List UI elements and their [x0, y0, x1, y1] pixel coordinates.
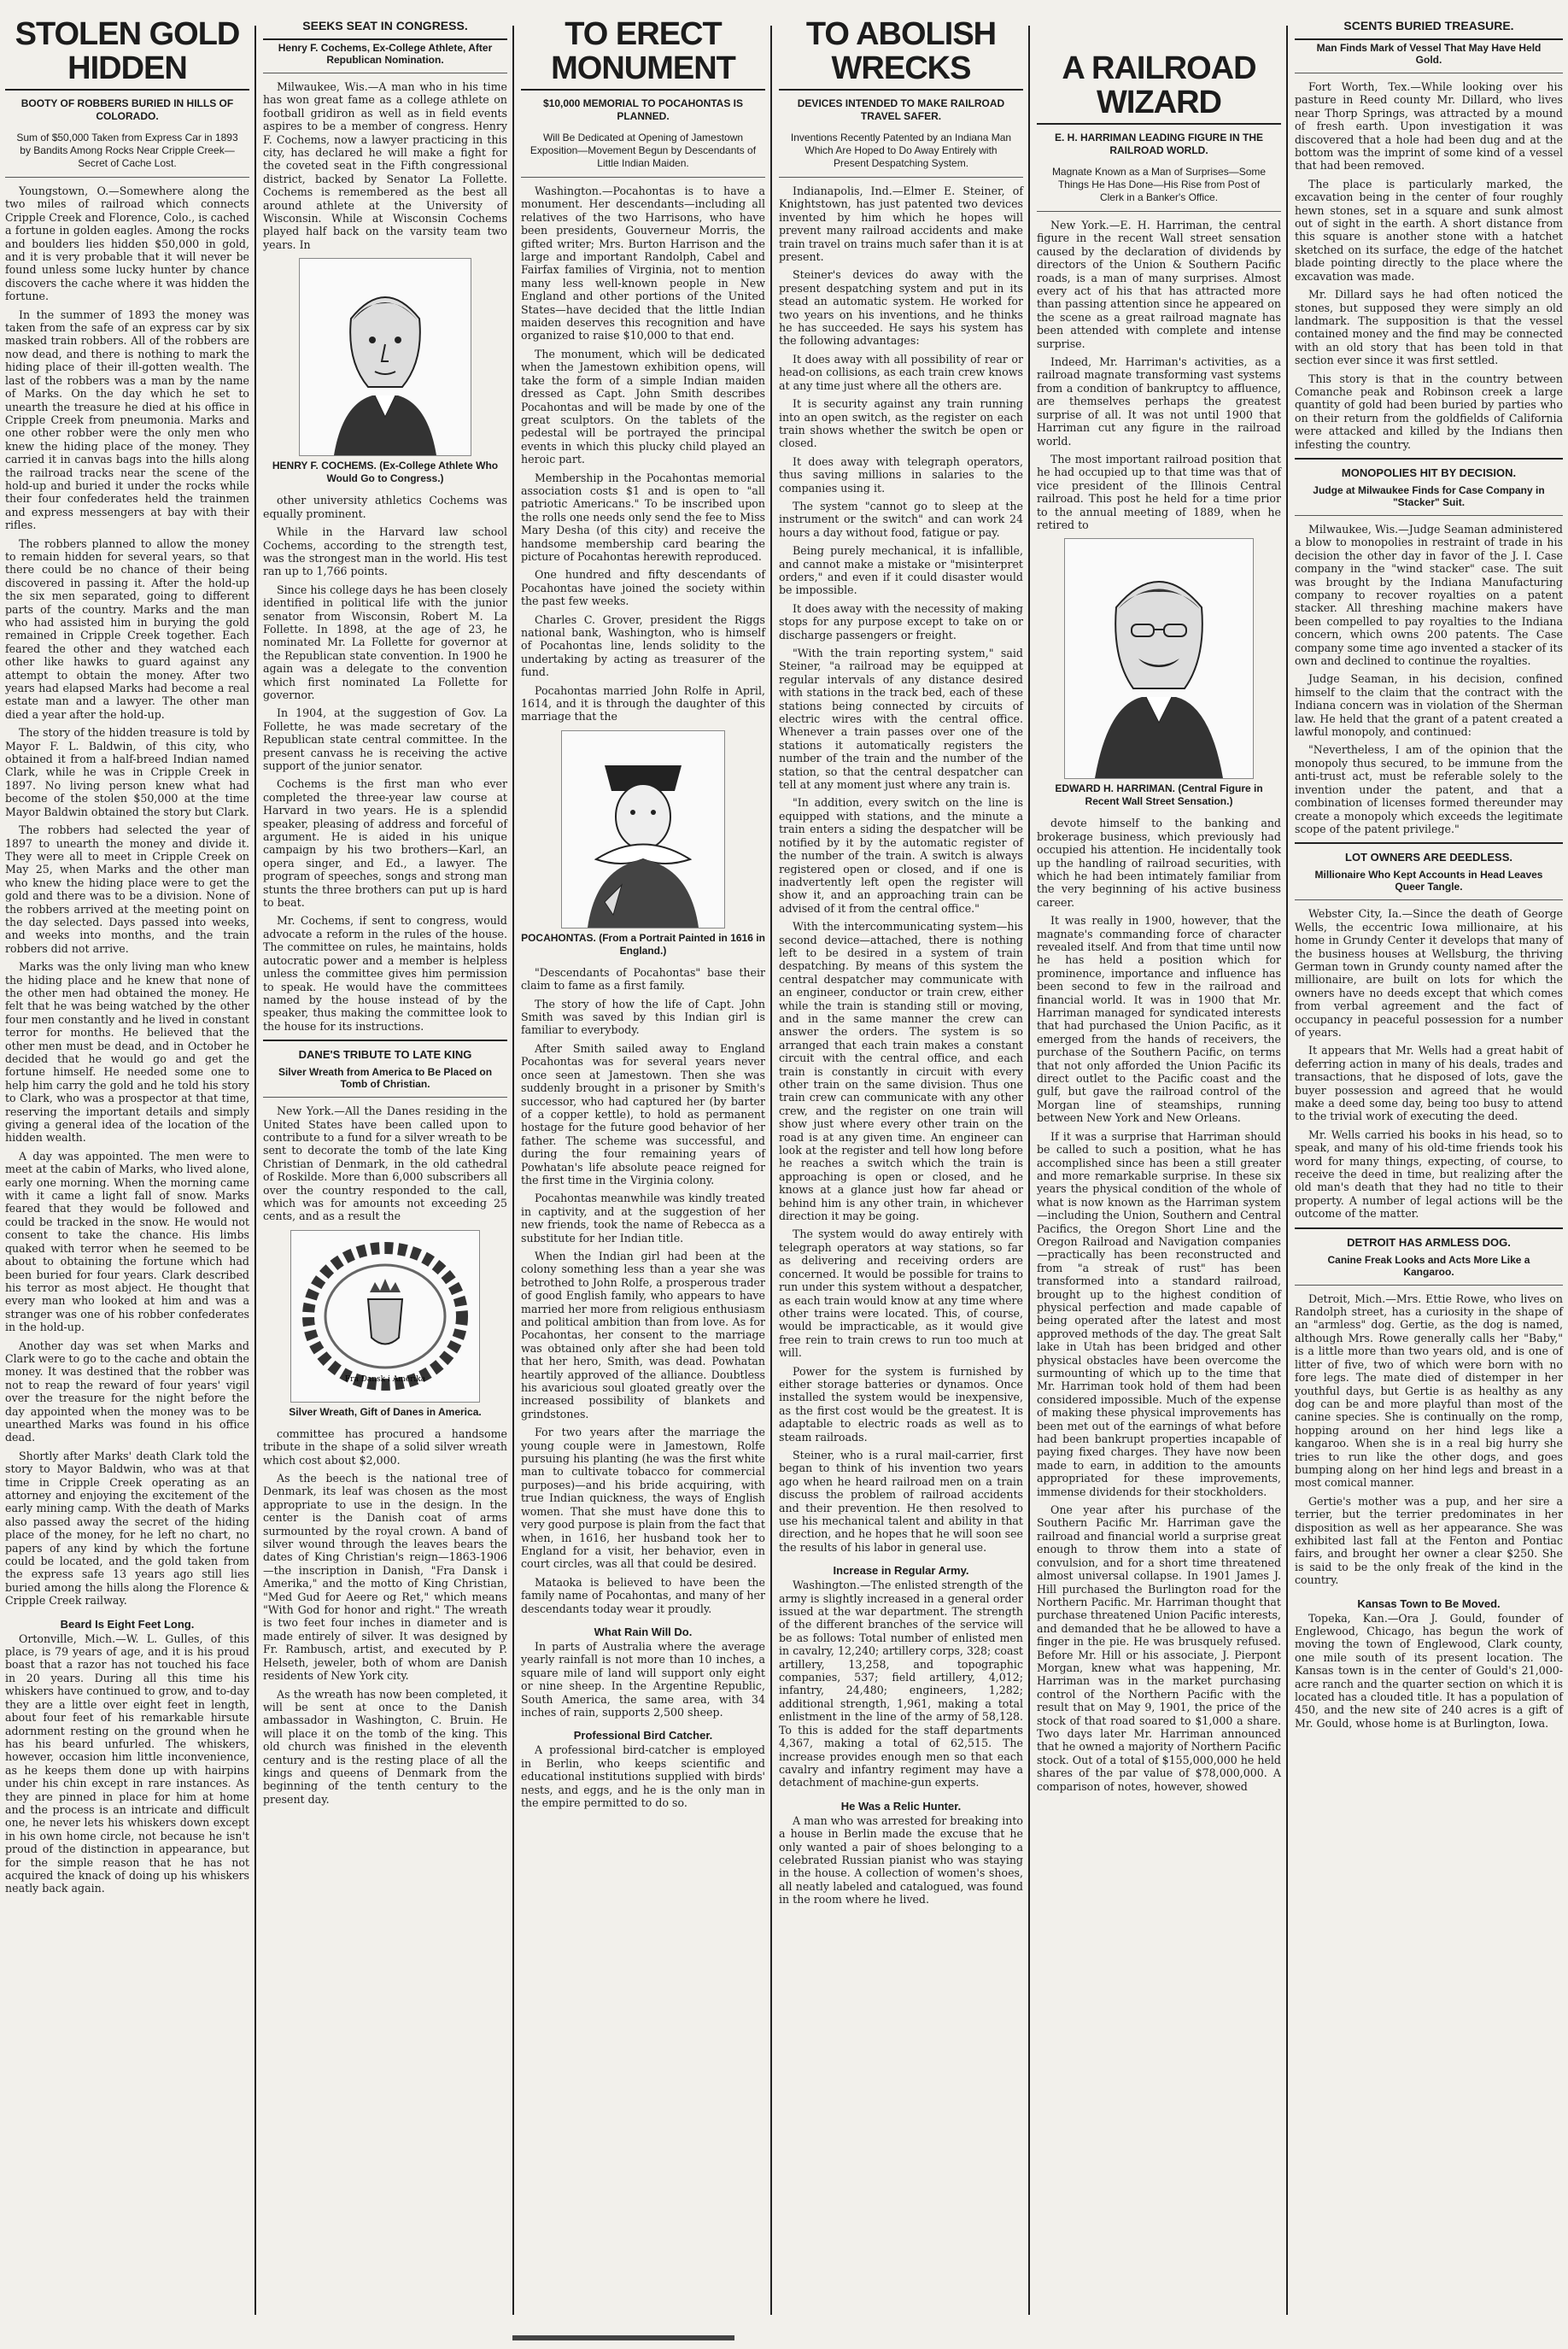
- article-paragraph: Ortonville, Mich.—W. L. Gulles, of this place, is 79 years of age, and it is his proud boast that a razor has not touched his face in 20 years. During all this time his whiskers have continued to grow, and to-day they are a little over eight feet in length, about four feet of his remarkable hirsute adornment resting on the ground when he has his beard unfurled. The whiskers, however, occasion him little inconvenience, as he keeps them done up with hairpins under his chin except in rare instances. As they are pinned in place for him at home and the process is an intricate and difficult one, he never lets his whiskers down except in his own home circle, not because he isn't proud of the distinction in appearance, but for the simple reason that he has not acquired the knack of doing up his whiskers neatly back again.: [5, 1631, 249, 1895]
- deck: Canine Freak Looks and Acts More Like a Kangaroo.: [1295, 1252, 1563, 1286]
- article-paragraph: Another day was set when Marks and Clark were to go to the cache and obtain the money. It was destined that the robber was not to reap the reward of four years' vigil over the treasure for the night before the day appointed when the money was to be unearthed Marks was found in his office dead.: [5, 1339, 249, 1444]
- article-paragraph: Power for the system is furnished by either storage batteries or dynamos. Once installed the system would be inexpensive, as the first cost would be the greatest. It is adaptable to electric roads as well as to steam railroads.: [779, 1364, 1023, 1444]
- section-head-bird: Professional Bird Catcher.: [573, 1729, 713, 1743]
- article-paragraph: As the beech is the national tree of Denmark, its leaf was chosen as the most appropriate to use in the design. In the center is the Danish coat of arms surmounted by the royal crown. A band of silver wound through the leaves bears the dates of King Christian's reign—1863-1906—the inscription in Danish, "Fra Dansk i Amerika," and the motto of King Christian, "Med Gud for Aeere og Ret," which means "With God for honor and right." The wreath is two feet four inches in diameter and is made entirely of silver. It was designed by Fr. Rambusch, artist, and executed by P. Helseth, jeweler, both of whom are Danish residents of New York city.: [263, 1472, 507, 1683]
- article-paragraph: other university athletics Cochems was equally prominent.: [263, 494, 507, 520]
- printer-ornament-strip: [512, 2334, 734, 2342]
- article-paragraph: Topeka, Kan.—Ora J. Gould, founder of Englewood, Chicago, has begun the work of moving the town of Englewood, Clark county, one mile south of its present location. The Kansas town is in the center of Gould's 21,000-acre ranch and the quarter section on which it is located has a clouded title. It has a population of 450, and the new site of 240 acres is a gift of Mr. Gould, whose home is at Burlington, Iowa.: [1295, 1611, 1563, 1730]
- deck: Man Finds Mark of Vessel That May Have Held Gold.: [1295, 40, 1563, 73]
- subdeck: Inventions Recently Patented by an Indiana Man Which Are Hoped to Do Away Entirely with Present Despatching System.: [779, 130, 1023, 178]
- headline-railroad-wizard: A RAILROAD WIZARD: [1037, 50, 1281, 125]
- article-paragraph: New York.—All the Danes residing in the United States have been called upon to contribute to a fund for a silver wreath to be sent to decorate the tomb of the late King Christian of Denmark, in the old cathedral of Roskilde. More than 6,000 subscribers all over the country responded to the call, which was for amounts not exceeding 25 cents, and as a result the: [263, 1104, 507, 1223]
- article-paragraph: The system "cannot go to sleep at the instrument or the switch" and can work 24 hours a day without food, fatigue or pay.: [779, 499, 1023, 539]
- deck: Silver Wreath from America to Be Placed on Tomb of Christian.: [263, 1064, 507, 1098]
- article-paragraph: Judge Seaman, in his decision, confined himself to the claim that the contract with the Indiana concern was in violation of the Sherman law. He held that the grant of a patent created a lawful monopoly, and continued:: [1295, 672, 1563, 739]
- column-pocahontas: [516, 15, 770, 2323]
- article-paragraph: A professional bird-catcher is employed in Berlin, who keeps scientific and educational institutions supplied with birds' nests, and eggs, and he is the only man in the empire permitted to do so.: [521, 1743, 765, 1809]
- article-paragraph: When the Indian girl had been at the colony something less than a year she was betrothed to John Rolfe, a prosperous trader of good English family, who appears to have married her more from religious enthusiasm and political ambition than from love. As for Pocahontas, her consent to the marriage was obtained only after she had been told that her hero, Smith, was dead. Powhatan heartily approved of the alliance. Doubtless his avaricious soul gloated greatly over the increased possibility of blankets and grindstones.: [521, 1249, 765, 1421]
- article-paragraph: Fort Worth, Tex.—While looking over his pasture in Reed county Mr. Dillard, who lives near Thorp Springs, was attracted by a mound of fresh earth. Upon investigation it was discovered that a hole had been dug and at the bottom was the imprint of some kind of a vessel that had been removed.: [1295, 80, 1563, 173]
- section-head-kansas-town: Kansas Town to Be Moved.: [1357, 1596, 1501, 1610]
- article-paragraph: Mr. Wells carried his books in his head, so to speak, and many of his old-time friends took his word for many things, expecting, of course, to receive the deed in time, but realizing after the old man's death that they had no title to their property. A number of legal actions will be the outcome of the matter.: [1295, 1128, 1563, 1221]
- article-paragraph: As the wreath has now been completed, it will be sent at once to the Danish ambassador in Washington, C. Bruin. He will place it on the tomb of the king. This old church was finished in the eleventh century and is the resting place of all the kings and queens of Denmark from the beginning of the tenth century to the present day.: [263, 1687, 507, 1806]
- article-paragraph: It does away with all possibility of rear or head-on collisions, as each train crew knows at any time just where all the others are.: [779, 352, 1023, 392]
- article-paragraph: The story of how the life of Capt. John Smith was saved by this Indian girl is familiar to everybody.: [521, 997, 765, 1037]
- headline-scents-treasure: SCENTS BURIED TREASURE.: [1295, 15, 1563, 40]
- article-paragraph: Washington.—The enlisted strength of the army is slightly increased in a general order issued at the war department. The strength of the different branches of the service will be as follows: Total number of enlisted men in cavalry, 12,240; artillery corps, 328; coast artillery, 13,258, and topographic companies, 537; field artillery, 4,012; infantry, 24,480; engineers, 1,282; additional strength, 1,961, making a total enlistment in the line of the army of 58,128. To this is added for the staff departments 4,367, making a total of 62,515. The increase provides enough men so that each cavalry and infantry regiment may have a detachment of machine-gun experts.: [779, 1579, 1023, 1790]
- deck: Judge at Milwaukee Finds for Case Company in "Stacker" Suit.: [1295, 483, 1563, 516]
- article-paragraph: "In addition, every switch on the line is equipped with stations, and the minute a train enters a siding the despatcher will be notified by it by the automatic register of the number of the train. A switch is always registered open or closed, and if one is inadvertently left open the register will show it, and an approaching train can be advised of it from the central office.": [779, 796, 1023, 915]
- portrait-caption: POCAHONTAS. (From a Portrait Painted in 1616 in England.): [521, 931, 765, 957]
- article-paragraph: devote himself to the banking and brokerage business, which previously had occupied his attention. He incidentally took up the handling of railroad securities, with which he had been intimately familiar from the very beginning of his active business career.: [1037, 817, 1281, 909]
- article-paragraph: Pocahontas meanwhile was kindly treated in captivity, and at the suggestion of her new friends, took the name of Rebecca as a substitute for her Indian title.: [521, 1192, 765, 1245]
- deck: DEVICES INTENDED TO MAKE RAILROAD TRAVEL SAFER.: [797, 97, 1005, 122]
- article-paragraph: Shortly after Marks' death Clark told the story to Mayor Baldwin, who was at that time in Cripple Creek operating as an attorney and enjoying the excitement of the early mining camp. With the death of Marks also passed away the secret of the hiding place of the money, for he left no chart, no papers of any kind by which the fortune could be located, and the gold taken from the express safe 13 years ago still lies buried among the hills along the Florence & Cripple Creek railway.: [5, 1449, 249, 1608]
- column-rule: [1028, 26, 1030, 2315]
- article-paragraph: The robbers planned to allow the money to remain hidden for several years, so that there could be no chance of their being discovered in passing it. After the hold-up the six men separated, going to different parts of the country. Marks and the man who had assisted him in burying the gold remained in Cripple Creek together. Each feared the other and they watched each other like hawks to guard against any attempt to obtain the money. After two years had elapsed Marks had become a real estate man and a lawyer. The other man died a year after the hold-up.: [5, 536, 249, 721]
- column-rule: [255, 26, 256, 2315]
- article-paragraph: A day was appointed. The men were to meet at the cabin of Marks, who lived alone, early one morning. When the morning came with it came a light fall of snow. Marks feared that they would be followed and could be tracked in the snow. He would not consent to take the chance. His limbs quaked with terror when he seemed to be about to obtaining the fortune which had been buried for four years. Clark described his terror as most abject. He thought that every man who looked at him and was a stranger was one of his robber confederates in the hold-up.: [5, 1149, 249, 1334]
- article-paragraph: It appears that Mr. Wells had a great habit of deferring action in many of his deals, trades and transactions, that he disposed of lots, gave the buyer possession and agreed that he would make a deed some day, being too busy to attend to the trivial work of executing the deed.: [1295, 1044, 1563, 1123]
- article-paragraph: The monument, which will be dedicated when the Jamestown exhibition opens, will take the form of a simple Indian maiden dressed as Capt. John Smith describes Pocahontas and will be made by one of the great sculptors. On the tablets of the pedestal will be portrayed the principal events in which this plucky child played an heroic part.: [521, 347, 765, 466]
- portrait-caption: EDWARD H. HARRIMAN. (Central Figure in Recent Wall Street Sensation.): [1055, 782, 1263, 808]
- article-paragraph: The system would do away entirely with telegraph operators at way stations, so far as delivering and receiving orders are concerned. It would be possible for trains to run under this system without a despatcher, as each train would know at any time where other trains were located. This, of course, would be impracticable, as it would give free rein to train crews to run too much at will.: [779, 1227, 1023, 1360]
- article-paragraph: One year after his purchase of the Southern Pacific Mr. Harriman gave the railroad and financial world a surprise great enough to throw them into a state of convulsion, and for a short time threatened almost universal collapse. In 1901 James J. Hill purchased the Burlington road for the Northern Pacific. Mr. Harriman thought that purchase threatened Union Pacific interests, and demanded that he be allowed to have a finger in the pie. He was brusquely refused. Before Mr. Hill or his associate, J. Pierpont Morgan, knew what was happening, Mr. Harriman was in the market purchasing control of the Northern Pacific with the result that on May 9, 1901, the price of the stock of that road soared to $1,000 a share. Two days later Mr. Harriman announced that he owned a majority of Northern Pacific stock. Out of a total of $155,000,000 he held shares of the par value of $78,000,000. A comparison of notes, however, showed: [1037, 1503, 1281, 1793]
- silver-wreath-illustration: [290, 1230, 480, 1403]
- headline-seeks-seat: SEEKS SEAT IN CONGRESS.: [263, 15, 507, 40]
- article-paragraph: With the intercommunicating system—his second device—attached, there is nothing left to be desired in a system of train despatching. By means of this system the central despatcher may communicate with an engineer, conductor or train crew, either while the train is standing still or moving, and in the same manner the crew can answer the orders. The system is so arranged that each train makes a constant circuit with the central office, and each train is constantly in circuit with every other train on the same division. Thus one train crew can communicate with any other crew, and the register on one train will show just where every other train on the road is at any given time. An engineer can look at the register and tell how long before he reaches a switch which the train is approaching is open or closed, and he knows at a glance just how far ahead or behind him is any other train, in whichever direction it may be going.: [779, 920, 1023, 1223]
- article-paragraph: "Descendants of Pocahontas" base their claim to fame as a first family.: [521, 965, 765, 993]
- article-paragraph: New York.—E. H. Harriman, the central figure in the recent Wall street sensation caused by the declaration of dividends by directors of the Union & Southern Pacific roads, is a man of many surprises. Almost every act of his that has attracted more than passing attention since he appeared on the scene as a great railroad magnate has been attended with complete and intense surprise.: [1037, 219, 1281, 350]
- headline-monument: TO ERECT MONUMENT: [521, 15, 765, 91]
- article-paragraph: Gertie's mother was a pup, and her sire a terrier, but the terrier predominates in her disposition as well as her appearance. She was exhibited last fall at the Fenton and Pontiac fairs, and brought her owner a clear $250. She is said to be the only freak of the kind in the country.: [1295, 1494, 1563, 1587]
- article-paragraph: After Smith sailed away to England Pocahontas was for several years never once seen at Jamestown. Then she was suddenly brought in a prisoner by Smith's successor, who had captured her (by barter of a copper kettle), to hold as permanent hostage for the future good behavior of her father. The scheme was successful, and during the four remaining years of Powhatan's life absolute peace reigned for the first time in the Virginia colony.: [521, 1041, 765, 1186]
- article-paragraph: Steiner, who is a rural mail-carrier, first began to think of his invention two years ago when he heard railroad men on a train discuss the problem of railroad accidents and their prevention. He then resolved to use his mechanical talent and ability in that direction, and he hopes that he will soon see the results of his labor in general use.: [779, 1448, 1023, 1554]
- article-paragraph: In parts of Australia where the average yearly rainfall is not more than 10 inches, a square mile of land will support only eight or nine sheep. In the Argentine Republic, South America, the same area, with 34 inches of rain, supports 2,500 sheep.: [521, 1639, 765, 1719]
- article-paragraph: The robbers had selected the year of 1897 to unearth the money and divide it. They were all to meet in Cripple Creek on May 25, when Marks and the other man who knew the hiding place were to get the gold and there was to be a division. None of the robbers arrived at the meeting point on the day selected. Days passed into weeks, and weeks into months, and the train robbers did not arrive.: [5, 823, 249, 955]
- article-paragraph: Washington.—Pocahontas is to have a monument. Her descendants—including all relatives of the two Harrisons, who have been presidents, Gouverneur Morris, the gifted writer; Mrs. Burton Harrison and the large and important Randolph, Cabel and Fairfax families of Virginia, not to mention many less well-known people in New England and other portions of the United States—have decided that the little Indian maiden deserves this recognition and have organized to raise $10,000 to that end.: [521, 185, 765, 343]
- article-paragraph: Webster City, Ia.—Since the death of George Wells, the eccentric Iowa millionaire, at his home in Grundy Center it develops that many of the business houses at Wellsburg, the thriving German town in Grundy county named after the millionaire, are built on lots for which the owners have no deeds except that which comes from verbal agreement and the fact of occupancy in peaceful possession for a number of years.: [1295, 907, 1563, 1039]
- article-paragraph: In the summer of 1893 the money was taken from the safe of an express car by six masked train robbers. All of the robbers are now dead, and there is nothing to mark the hiding place of their ill-gotten wealth. The last of the robbers was a man by the name of Marks. On the day which he set to unearth the treasure he died at his office in Cripple Creek from pneumonia. Marks and one other robber were the only men who knew the hiding place of the money. They carried it in canvas bags into the hills along the railroad tracks near the scene of the hold-up and buried it under the rocks while their four confederates held the trainmen and express messengers at bay with their rifles.: [5, 308, 249, 532]
- cochems-portrait: [299, 258, 471, 456]
- article-paragraph: "With the train reporting system," said Steiner, "a railroad may be equipped at regular intervals of any distance desired with stations in the track bed, each of these stations being connected by circuits of electric wires with the central office. Whenever a train passes over one of the stations it automatically registers the number of the train and the number of the station, so that the central despatcher can tell at any moment just where any train is.: [779, 647, 1023, 792]
- column-scents-treasure: [1290, 15, 1568, 2323]
- column-abolish-wrecks: [774, 15, 1028, 2323]
- subdeck: Will Be Dedicated at Opening of Jamestown Exposition—Movement Begun by Descendants of Little Indian Maiden.: [521, 130, 765, 178]
- section-head-monopolies: MONOPOLIES HIT BY DECISION.: [1295, 458, 1563, 483]
- article-paragraph: Since his college days he has been closely identified in political life with the junior senator from Wisconsin, Robert M. La Follette. In 1898, at the age of 23, he nominated Mr. La Follette for governor at the Republican state convention. In 1900 he again was a delegate to the convention which first nominated La Follette for governor.: [263, 583, 507, 701]
- article-paragraph: The most important railroad position that he had occupied up to that time was that of vice president of the Illinois Central railroad. This post he held for a time prior to the annual meeting of 1889, when he retired to: [1037, 452, 1281, 531]
- deck: Millionaire Who Kept Accounts in Head Leaves Queer Tangle.: [1295, 867, 1563, 900]
- article-paragraph: Pocahontas married John Rolfe in April, 1614, and it is through the daughter of this marriage that the: [521, 683, 765, 723]
- section-head-armless-dog: DETROIT HAS ARMLESS DOG.: [1295, 1227, 1563, 1252]
- headline-abolish-wrecks: TO ABOLISH WRECKS: [779, 15, 1023, 91]
- section-head-army: Increase in Regular Army.: [833, 1564, 969, 1578]
- article-paragraph: Marks was the only living man who knew the hiding place and he knew that none of the other men had obtained the money. He felt that he was being watched by the other four men constantly and he lived in constant terror for months. He believed that the other men must be dead, and in October he decided that he would go and get the fortune himself. He needed some one to help him carry the gold and he told his story to Clark, who was a prospector at that time, reserving the important details and simply giving a general idea of the location of the hidden wealth.: [5, 960, 249, 1145]
- article-paragraph: Milwaukee, Wis.—Judge Seaman administered a blow to monopolies in restraint of trade in his decision the other day in favor of the J. I. Case company in the "wind stacker" case. The suit was brought by the Indiana Manufacturing company to recover royalties on a patent stacker. All threshing machine makers have been compelled to pay royalties to the Indiana concern, which owns 200 patents. The Case company some time ago invented a stacker of its own and declined to continue the royalties.: [1295, 522, 1563, 668]
- article-paragraph: It does away with the necessity of making stops for any purpose except to take on or discharge passengers or freight.: [779, 601, 1023, 641]
- section-head-rain: What Rain Will Do.: [594, 1625, 693, 1638]
- subdeck: Magnate Known as a Man of Surprises—Some Things He Has Done—His Rise from Post of Clerk in a Banker's Office.: [1037, 164, 1281, 212]
- subdeck: Sum of $50,000 Taken from Express Car in 1893 by Bandits Among Rocks Near Cripple Creek—Secret of Cache Lost.: [5, 130, 249, 178]
- headline-stolen-gold: STOLEN GOLD HIDDEN: [5, 15, 249, 91]
- section-head-lot-owners: LOT OWNERS ARE DEEDLESS.: [1295, 842, 1563, 867]
- deck: $10,000 MEMORIAL TO POCAHONTAS IS PLANNED.: [542, 97, 744, 122]
- article-paragraph: It does away with telegraph operators, thus saving millions in salaries to the companies using it.: [779, 454, 1023, 495]
- column-stolen-gold: [0, 15, 255, 2323]
- article-paragraph: Steiner's devices do away with the present despatching system and put in its stead an automatic system. He worked for two years on his inventions, and he thinks he has succeeded. He says his system has the following advantages:: [779, 268, 1023, 348]
- article-paragraph: Detroit, Mich.—Mrs. Ettie Rowe, who lives on Randolph street, has a curiosity in the shape of an "armless" dog. Gertie, as the dog is named, although Mrs. Rowe generally calls her "Baby," is a little more than two years old, and is one of litter of five, two of which were born with no fore legs. The mate died of distemper in her youthful days, but Gertie is as healthy as any dog can be and more playful than most of the canine species. She is continually on the romp, hopping around on her hind legs like a kangaroo. When she is in a real big hurry she tries to run like the other dogs, and goes bumping along on her hind legs and breast in a most comical manner.: [1295, 1292, 1563, 1490]
- article-paragraph: If it was a surprise that Harriman should be called to such a position, what he has accomplished since has been a still greater and more remarkable surprise. In these six years the physical condition of the whole of what is now known as the Harriman system—including the Union, Southern and Central Pacifics, the Oregon Short Line and the Oregon Railroad and Navigation companies—practically has been reconstructed and from "a streak of rust" has been transformed into a standard railroad, brought up to the highest condition of physical perfection and made capable of being operated after the latest and most approved methods of the day. The great Salt lake in Utah has been bridged and other physical obstacles have been overcome the surmounting of which up to the time that Mr. Harriman took hold of them had been considered impossible. Much of the expense of making these physical improvements has been met out of the earnings of what before had been bankrupt properties incapable of paying fixed charges. They have now been made to earn, in addition to the amounts appropriated for these improvements, immense dividends for their stockholders.: [1037, 1129, 1281, 1498]
- deck: Henry F. Cochems, Ex-College Athlete, After Republican Nomination.: [263, 40, 507, 73]
- harriman-portrait: [1064, 538, 1254, 779]
- section-head-relic: He Was a Relic Hunter.: [840, 1799, 962, 1813]
- article-paragraph: Mataoka is believed to have been the family name of Pocahontas, and many of her descendants today wear it proudly.: [521, 1575, 765, 1615]
- column-rule: [1286, 26, 1288, 2315]
- article-paragraph: committee has procured a handsome tribute in the shape of a solid silver wreath which cost about $2,000.: [263, 1426, 507, 1467]
- article-paragraph: It was really in 1900, however, that the magnate's commanding force of character revealed itself. And from that time until now he has held a position which for prominence, importance and influence has been second to few in the railroad and financial world. It was in 1900 that Mr. Harriman managed for syndicated interests that had purchased the Union Pacific, as it emerged from the hands of receivers, the purchase of the Southern Pacific, on terms that not only afforded the Union Pacific its direct outlet to the Pacific coast and the gulf, but gave the railroad control of the Morgan line of steamships, running between New York and New Orleans.: [1037, 914, 1281, 1125]
- article-paragraph: Cochems is the first man who ever completed the three-year law course at Harvard in two years. He is a splendid speaker, pleasing of address and forceful of argument. He is aided in his unique campaign by his two brothers—Karl, an opera singer, and Ed., a lawyer. The program of speeches, songs and strong man stunts the three brothers can put up is hard to beat.: [263, 777, 507, 910]
- column-railroad-wizard: [1032, 15, 1286, 2323]
- article-paragraph: Milwaukee, Wis.—A man who in his time has won great fame as a college athlete on football gridiron as well as in field events aspires to be a member of congress. Henry F. Cochems, now a lawyer practicing in this city, has declared he will make a fight for the coveted seat in the Fifth congressional district, backed by Senator La Follette. Cochems is remembered as the best all around athlete at the University of Wisconsin. While at Wisconsin Cochems played half back on the varsity team two years. In: [263, 80, 507, 251]
- section-head-danes: DANE'S TRIBUTE TO LATE KING: [263, 1040, 507, 1064]
- column-rule: [770, 26, 772, 2315]
- article-paragraph: A man who was arrested for breaking into a house in Berlin made the excuse that he only wanted a pair of shoes belonging to a celebrated Russian pianist who was staying in the house. A collection of women's shoes, all neatly labeled and catalogued, was found in the room where he lived.: [779, 1813, 1023, 1907]
- article-paragraph: Being purely mechanical, it is infallible, and cannot make a mistake or "misinterpret orders," and even if it could disaster would be impossible.: [779, 544, 1023, 597]
- section-head-beard: Beard Is Eight Feet Long.: [60, 1617, 195, 1631]
- deck: E. H. HARRIMAN LEADING FIGURE IN THE RAILROAD WORLD.: [1054, 132, 1263, 156]
- article-paragraph: Mr. Cochems, if sent to congress, would advocate a reform in the rules of the house. The committee on rules, he maintains, holds autocratic power and a member is helpless unless the committee gives him permission to speak. He would have the committees named by the house instead of by the speaker, thus making the committee look to the house for its instructions.: [263, 914, 507, 1033]
- article-paragraph: "Nevertheless, I am of the opinion that the monopoly thus secured, to be immune from the anti-trust act, must be referable solely to the invention under the patent, and that a combination of licenses formed thereunder may create a monopoly which exceeds the legitimate scope of the patent privilege.": [1295, 743, 1563, 835]
- article-paragraph: While in the Harvard law school Cochems, according to the strength test, was the strongest man in the world. His test ran up to 1,766 points.: [263, 525, 507, 578]
- wreath-motto: Fra Dansk i Amerika: [344, 1374, 426, 1384]
- article-paragraph: One hundred and fifty descendants of Pocahontas have joined the society within the past few weeks.: [521, 568, 765, 608]
- column-rule: [512, 26, 514, 2315]
- pocahontas-portrait: [561, 730, 725, 928]
- article-paragraph: For two years after the marriage the young couple were in Jamestown, Rolfe pursuing his planting (he was the first white man to cultivate tobacco for commercial purposes)—and his bride acquiring, with true Indian quickness, the ways of English women. That she must have done this to very good purpose is plain from the fact that when, in 1616, her husband took her to England for a visit, her behavior, even in court circles, was all that could be desired.: [521, 1426, 765, 1571]
- article-paragraph: It is security against any train running into an open switch, as the register on each train shows whether the switch be open or closed.: [779, 397, 1023, 450]
- deck: BOOTY OF ROBBERS BURIED IN HILLS OF COLORADO.: [20, 97, 234, 122]
- article-paragraph: Mr. Dillard says he had often noticed the stones, but supposed they were simply an old landmark. The supposition is that the vessel contained money and the find may be connected with an old story that has been told in that section ever since it was first settled.: [1295, 288, 1563, 367]
- column-seeks-seat: [258, 15, 512, 2323]
- article-paragraph: This story is that in the country between Comanche peak and Robinson creek a large quantity of gold had been buried by parties who on their return from the goldfields of California were attacked and killed by the Indians then infesting the country.: [1295, 372, 1563, 451]
- article-paragraph: In 1904, at the suggestion of Gov. La Follette, he was made secretary of the Republican state central committee. In the present canvass he is receiving the active support of the junior senator.: [263, 706, 507, 772]
- article-paragraph: Indianapolis, Ind.—Elmer E. Steiner, of Knightstown, has just patented two devices invented by him which he hopes will prevent many railroad accidents and make train travel on trains much safer than it is at present.: [779, 185, 1023, 264]
- article-paragraph: Charles C. Grover, president the Riggs national bank, Washington, who is himself of Pocahontas line, lends solidity to the undertaking by acting as treasurer of the fund.: [521, 612, 765, 679]
- article-paragraph: The place is particularly marked, the excavation being in the center of four roughly hewn stones, set in a square and sunk almost out of sight in the earth. A short distance from this square is another stone with a hatchet sketched on its surface, the edge of the hatchet blade pointing directly to the place where the excavation was made.: [1295, 177, 1563, 283]
- article-paragraph: Indeed, Mr. Harriman's activities, as a railroad magnate transforming vast systems from a condition of bankruptcy to affluence, are themselves perhaps the greatest surprise of all. It was not until 1900 that Harriman cut any figure in the railroad world.: [1037, 355, 1281, 448]
- article-paragraph: Membership in the Pocahontas memorial association costs $1 and is open to "all patriotic Americans." To be inscribed upon the rolls one needs only send the fee to Miss Mary Desha (of this city) and receive the handsome membership card bearing the picture of Pocahontas herewith reproduced.: [521, 471, 765, 563]
- wreath-caption: Silver Wreath, Gift of Danes in America.: [289, 1405, 482, 1418]
- article-paragraph: Youngstown, O.—Somewhere along the two miles of railroad which connects Cripple Creek and Florence, Colo., is cached a fortune in golden eagles. Among the rocks and boulders lies hidden $50,000 in gold, and it is very probable that it will never be found unless some lucky hunter by chance discovers the cache where it was hidden the fortune.: [5, 185, 249, 303]
- article-paragraph: The story of the hidden treasure is told by Mayor F. L. Baldwin, of this city, who obtained it from a half-breed Indian named Clark, while he was in Cripple Creek in 1897. No living person knew what had become of the stolen $50,000 at the time Mayor Baldwin obtained the story but Clark.: [5, 726, 249, 818]
- portrait-caption: HENRY F. COCHEMS. (Ex-College Athlete Who Would Go to Congress.): [272, 460, 499, 485]
